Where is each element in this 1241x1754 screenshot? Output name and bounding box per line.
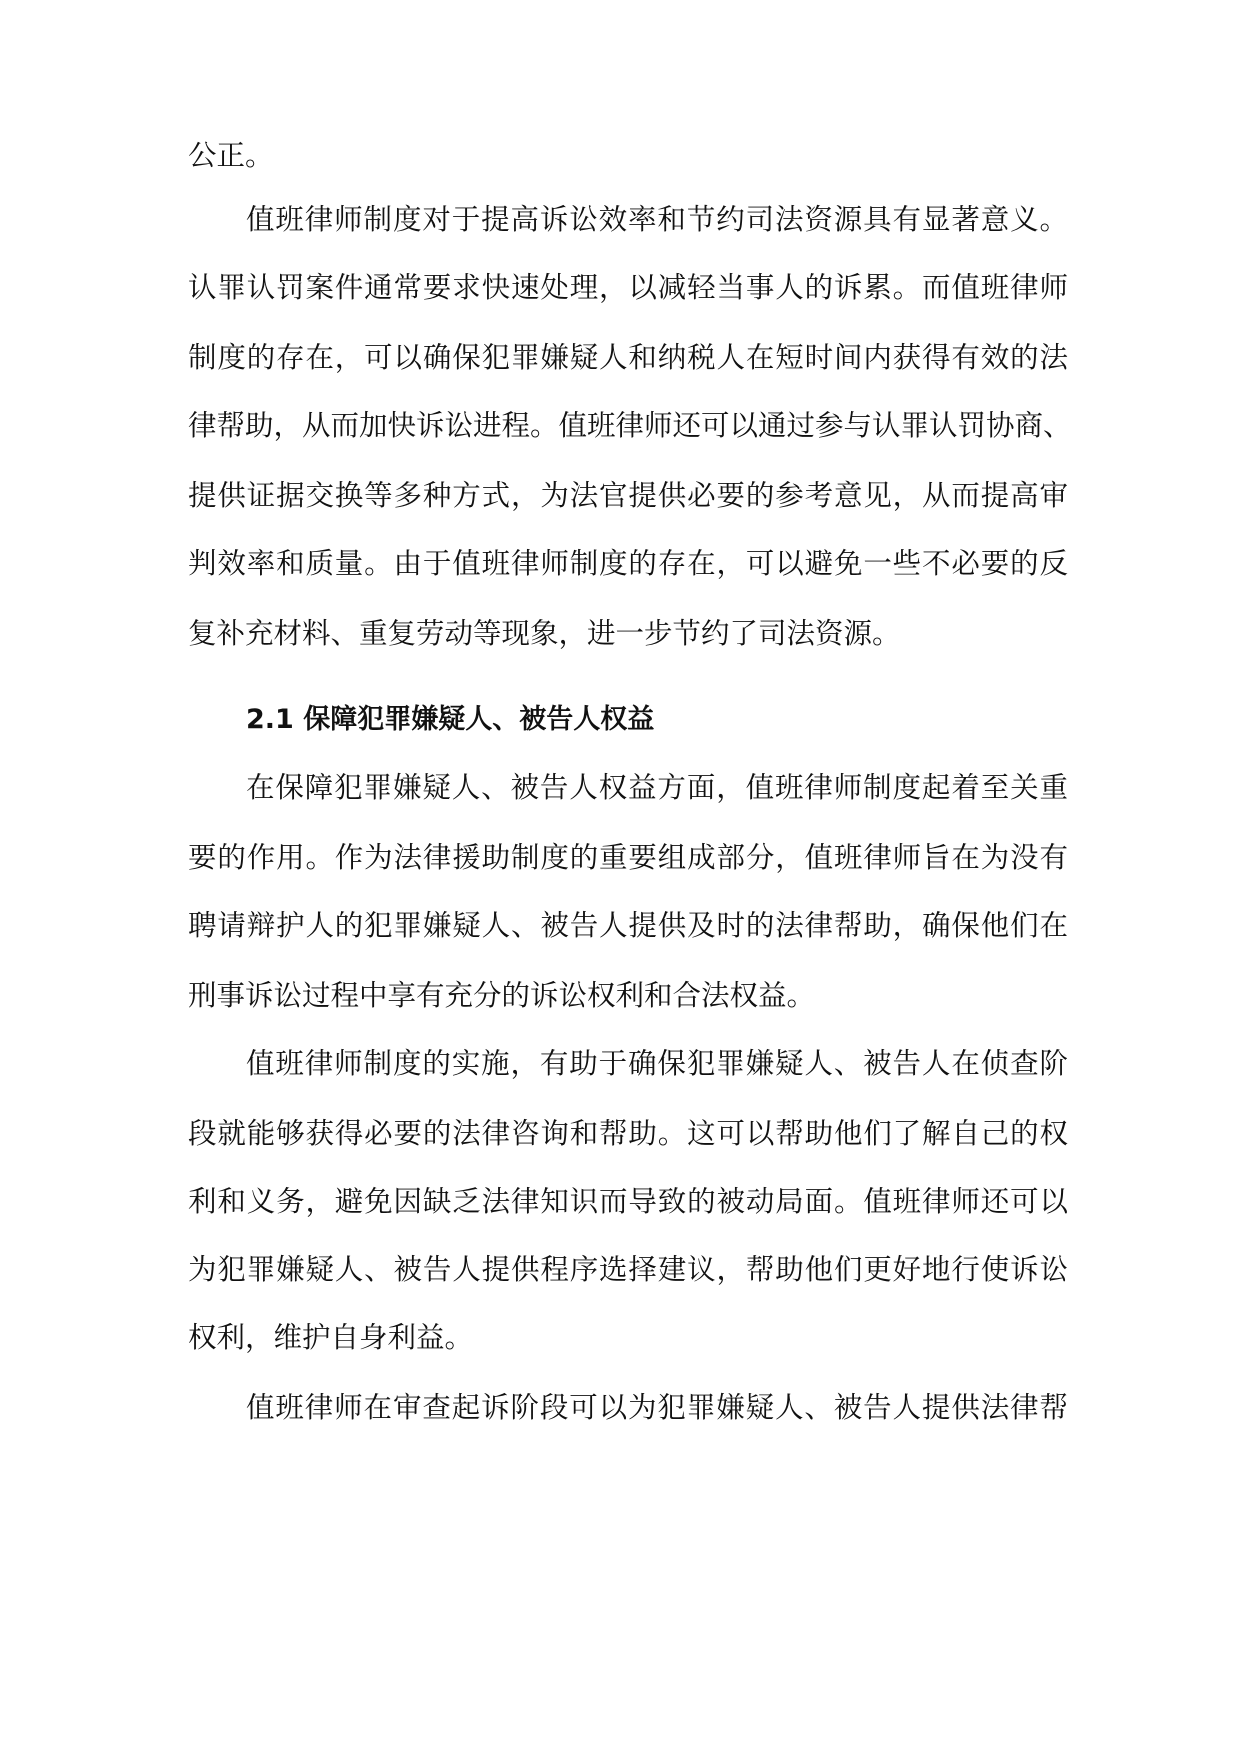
- paragraph-line: 复补充材料、重复劳动等现象，进一步节约了司法资源。: [188, 617, 901, 650]
- paragraph-line: 制度的存在，可以确保犯罪嫌疑人和纳税人在短时间内获得有效的法: [188, 341, 1068, 374]
- paragraph-line: 值班律师在审查起诉阶段可以为犯罪嫌疑人、被告人提供法律帮: [246, 1391, 1068, 1424]
- paragraph-line: 要的作用。作为法律援助制度的重要组成部分，值班律师旨在为没有: [188, 841, 1068, 874]
- paragraph-line: 刑事诉讼过程中享有充分的诉讼权利和合法权益。: [188, 979, 816, 1012]
- paragraph-line: 在保障犯罪嫌疑人、被告人权益方面，值班律师制度起着至关重: [246, 771, 1068, 804]
- paragraph-line: 值班律师制度对于提高诉讼效率和节约司法资源具有显著意义。: [246, 203, 1068, 236]
- paragraph-line: 值班律师制度的实施，有助于确保犯罪嫌疑人、被告人在侦查阶: [246, 1047, 1068, 1080]
- paragraph-line: 段就能够获得必要的法律咨询和帮助。这可以帮助他们了解自己的权: [188, 1117, 1068, 1150]
- paragraph-line: 提供证据交换等多种方式，为法官提供必要的参考意见，从而提高审: [188, 479, 1068, 512]
- paragraph-line: 律帮助，从而加快诉讼进程。值班律师还可以通过参与认罪认罚协商、: [188, 409, 1072, 442]
- paragraph-line: 权利，维护自身利益。: [188, 1321, 474, 1354]
- paragraph-line: 判效率和质量。由于值班律师制度的存在，可以避免一些不必要的反: [188, 547, 1068, 580]
- paragraph-line: 认罪认罚案件通常要求快速处理，以减轻当事人的诉累。而值班律师: [188, 271, 1068, 304]
- paragraph-line: 聘请辩护人的犯罪嫌疑人、被告人提供及时的法律帮助，确保他们在: [188, 909, 1068, 942]
- section-heading: 2.1 保障犯罪嫌疑人、被告人权益: [246, 704, 655, 735]
- paragraph-line: 公正。: [188, 139, 274, 172]
- paragraph-line: 利和义务，避免因缺乏法律知识而导致的被动局面。值班律师还可以: [188, 1185, 1068, 1218]
- paragraph-line: 为犯罪嫌疑人、被告人提供程序选择建议，帮助他们更好地行使诉讼: [188, 1253, 1068, 1286]
